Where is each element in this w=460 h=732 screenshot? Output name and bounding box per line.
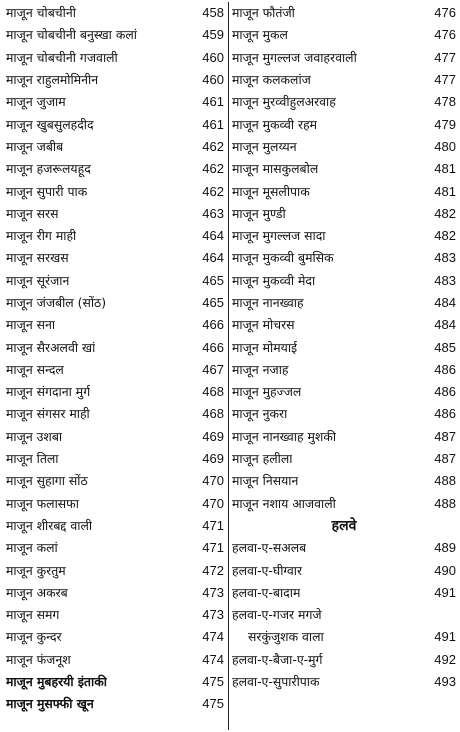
entry-name: माजून निसयान	[232, 473, 299, 489]
entry-name: माजून चोबचीनी बनुस्खा कलां	[6, 27, 137, 43]
entry-name: हलवा-ए-बादाम	[232, 584, 301, 600]
index-entry	[232, 113, 456, 135]
index-entry	[6, 314, 224, 336]
entry-page-number: 462	[202, 138, 224, 154]
entry-name: माजून खुबसुलहदीद	[6, 116, 94, 132]
entry-name: माजून नानख्वाह मुशकी	[232, 428, 337, 444]
index-entry	[232, 559, 456, 581]
index-entry	[6, 336, 224, 358]
entry-name: माजून जंजबील (सोंठ)	[6, 295, 107, 310]
index-entry	[232, 537, 456, 559]
entry-page-number: 470	[202, 495, 224, 511]
entry-name: हलवा-ए-घीग्वार	[232, 562, 303, 578]
entry-name: माजून समग	[6, 607, 60, 623]
index-entry	[6, 203, 224, 225]
entry-name: माजून संगसर माही	[6, 406, 90, 422]
entry-name: माजून मुकव्वी बुमसिक	[232, 250, 334, 266]
index-entry	[6, 359, 224, 381]
entry-name: माजून सुहागा सोंठ	[6, 473, 88, 489]
entry-page-number: 471	[202, 517, 224, 533]
index-entry	[6, 470, 224, 492]
entry-page-number: 475	[202, 696, 224, 712]
index-entry	[232, 270, 456, 292]
index-entry	[232, 180, 456, 202]
entry-page-number: 461	[202, 116, 224, 132]
entry-name: माजून तिला	[6, 451, 59, 467]
entry-page-number: 477	[434, 49, 456, 65]
entry-page-number: 491	[434, 584, 456, 600]
index-entry	[6, 515, 224, 537]
entry-page-number: 467	[202, 361, 224, 377]
entry-page-number: 462	[202, 161, 224, 177]
entry-name: माजून मुगल्लज सादा	[232, 228, 326, 244]
entry-name: माजून रीग माही	[6, 228, 77, 244]
entry-name: माजून मासकुलबोल	[232, 161, 319, 177]
entry-page-number: 486	[434, 406, 456, 422]
index-entry	[232, 626, 456, 648]
entry-page-number: 483	[434, 272, 456, 288]
index-entry	[232, 314, 456, 336]
index-entry	[6, 693, 224, 715]
entry-page-number: 488	[434, 473, 456, 489]
entry-name: माजून मुसफ्फी खून	[6, 696, 94, 712]
entry-page-number: 473	[202, 607, 224, 623]
index-entry	[232, 359, 456, 381]
entry-name: माजून नशाय आजवाली	[232, 495, 336, 511]
entry-name: माजून मोचरस	[232, 317, 295, 333]
entry-name: माजून नजाह	[232, 361, 289, 377]
entry-page-number: 474	[202, 651, 224, 667]
entry-name: माजून शीरबद्द वाली	[6, 517, 93, 533]
entry-page-number: 491	[434, 629, 456, 645]
entry-page-number: 493	[434, 674, 456, 690]
entry-page-number: 466	[202, 339, 224, 355]
entry-name: माजून मुबहरयी इंताकी	[6, 674, 107, 690]
index-entry	[6, 247, 224, 269]
entry-page-number: 468	[202, 406, 224, 422]
entry-name: माजून हलीला	[232, 451, 293, 467]
entry-name: माजून कलकलांज	[232, 72, 311, 88]
index-entry	[6, 270, 224, 292]
entry-name: हलवा-ए-सअलब	[232, 540, 307, 556]
index-entry	[6, 69, 224, 91]
entry-page-number: 463	[202, 205, 224, 221]
entry-name: माजून सना	[6, 317, 56, 333]
index-entry	[232, 203, 456, 225]
entry-name: माजून मूसलीपाक	[232, 183, 310, 199]
entry-name: माजून फंजनूश	[6, 651, 71, 667]
index-entry	[6, 47, 224, 69]
entry-name: माजून कलां	[6, 540, 58, 556]
entry-page-number: 469	[202, 451, 224, 467]
entry-name: माजून चोबचीनी	[6, 5, 76, 21]
index-entry	[6, 448, 224, 470]
entry-name: माजून मुण्डी	[232, 205, 286, 221]
section-heading: हलवे	[331, 518, 357, 535]
entry-name: माजून मुकव्वी रहम	[232, 116, 318, 132]
index-entry	[232, 247, 456, 269]
index-entry	[6, 403, 224, 425]
entry-page-number: 482	[434, 205, 456, 221]
index-entry	[232, 336, 456, 358]
entry-name: माजून मुकल	[232, 27, 288, 43]
entry-name: माजून जुजाम	[6, 94, 66, 110]
entry-name: माजून नानख्वाह	[232, 295, 304, 310]
entry-page-number: 465	[202, 295, 224, 310]
index-entry	[232, 493, 456, 515]
index-entry	[6, 292, 224, 314]
entry-name: माजून सैरअलवी खां	[6, 339, 96, 355]
column-divider	[228, 2, 229, 730]
entry-page-number: 470	[202, 473, 224, 489]
index-entry	[6, 537, 224, 559]
index-entry	[6, 626, 224, 648]
index-entry	[6, 604, 224, 626]
entry-page-number: 489	[434, 540, 456, 556]
entry-page-number: 487	[434, 451, 456, 467]
entry-page-number: 484	[434, 317, 456, 333]
index-entry	[6, 381, 224, 403]
entry-name: माजून मोमयाई	[232, 339, 298, 355]
entry-page-number: 468	[202, 384, 224, 400]
entry-page-number: 482	[434, 228, 456, 244]
entry-page-number: 469	[202, 428, 224, 444]
index-entry	[232, 403, 456, 425]
entry-page-number: 472	[202, 562, 224, 578]
index-entry	[232, 448, 456, 470]
entry-name: माजून नुकरा	[232, 406, 288, 422]
index-entry	[232, 47, 456, 69]
entry-name: हलवा-ए-बैजा-ए-मुर्ग	[232, 651, 323, 667]
entry-name: माजून कुन्दर	[6, 629, 62, 645]
index-entry	[232, 470, 456, 492]
index-entry	[232, 136, 456, 158]
index-entry	[6, 180, 224, 202]
entry-page-number: 466	[202, 317, 224, 333]
entry-page-number: 462	[202, 183, 224, 199]
entry-page-number: 476	[434, 27, 456, 43]
entry-name: माजून अकरब	[6, 584, 68, 600]
left-column	[6, 2, 224, 716]
entry-page-number: 464	[202, 228, 224, 244]
entry-page-number: 484	[434, 295, 456, 310]
index-entry	[6, 671, 224, 693]
entry-page-number: 476	[434, 5, 456, 21]
index-entry	[232, 426, 456, 448]
index-entry	[232, 69, 456, 91]
entry-page-number: 490	[434, 562, 456, 578]
entry-page-number: 458	[202, 5, 224, 21]
right-column	[232, 2, 456, 693]
entry-page-number: 481	[434, 161, 456, 177]
index-entry	[6, 158, 224, 180]
index-entry	[232, 2, 456, 24]
entry-page-number: 492	[434, 651, 456, 667]
index-entry	[232, 582, 456, 604]
index-entry	[232, 671, 456, 693]
entry-page-number: 475	[202, 674, 224, 690]
entry-page-number: 477	[434, 72, 456, 88]
index-entry	[6, 582, 224, 604]
entry-page-number: 479	[434, 116, 456, 132]
entry-page-number: 478	[434, 94, 456, 110]
entry-name: माजून सरस	[6, 205, 59, 221]
entry-name: माजून सरखस	[6, 250, 69, 266]
entry-name: सरकुंजुशक वाला	[248, 629, 324, 645]
entry-name: माजून मुगल्लज जवाहरवाली	[232, 49, 357, 65]
entry-page-number: 474	[202, 629, 224, 645]
entry-page-number: 461	[202, 94, 224, 110]
index-entry	[6, 113, 224, 135]
entry-name: माजून फौतंजी	[232, 5, 295, 21]
entry-name: माजून संगदाना मुर्ग	[6, 384, 91, 400]
entry-name: हलवा-ए-गजर मगजे	[232, 607, 322, 623]
entry-page-number: 485	[434, 339, 456, 355]
index-entry	[6, 649, 224, 671]
index-entry	[232, 158, 456, 180]
index-entry	[232, 649, 456, 671]
index-entry	[232, 91, 456, 113]
entry-page-number: 460	[202, 72, 224, 88]
entry-name: माजून चोबचीनी गजवाली	[6, 49, 118, 65]
index-entry	[6, 559, 224, 581]
index-entry	[232, 604, 456, 626]
entry-name: माजून फलासफा	[6, 495, 79, 511]
entry-name: माजून कुरतुम	[6, 562, 66, 578]
index-entry	[6, 136, 224, 158]
entry-page-number: 459	[202, 27, 224, 43]
index-entry	[232, 225, 456, 247]
entry-page-number: 480	[434, 138, 456, 154]
entry-name: हलवा-ए-सुपारीपाक	[232, 674, 320, 690]
entry-page-number: 486	[434, 361, 456, 377]
entry-page-number: 481	[434, 183, 456, 199]
index-entry	[6, 2, 224, 24]
entry-name: माजून हजरूलयहूद	[6, 161, 91, 177]
index-entry	[232, 292, 456, 314]
entry-name: माजून मुलय्यन	[232, 138, 297, 154]
index-entry	[232, 24, 456, 46]
entry-page-number: 464	[202, 250, 224, 266]
entry-page-number: 487	[434, 428, 456, 444]
entry-name: माजून सूरंजान	[6, 272, 70, 288]
index-entry	[6, 91, 224, 113]
entry-page-number: 483	[434, 250, 456, 266]
index-entry	[232, 381, 456, 403]
entry-name: माजून मुरव्वीहुलअरवाह	[232, 94, 336, 110]
entry-page-number: 460	[202, 49, 224, 65]
entry-name: माजून मुहज्जल	[232, 384, 302, 400]
entry-page-number: 488	[434, 495, 456, 511]
index-entry	[6, 24, 224, 46]
entry-name: माजून सन्दल	[6, 361, 64, 377]
entry-name: माजून राहुलमोमिनीन	[6, 72, 99, 88]
entry-name: माजून सुपारी पाक	[6, 183, 88, 199]
entry-page-number: 471	[202, 540, 224, 556]
index-entry	[6, 493, 224, 515]
entry-name: माजून मुकव्वी मेदा	[232, 272, 316, 288]
entry-page-number: 465	[202, 272, 224, 288]
index-entry	[6, 426, 224, 448]
entry-page-number: 473	[202, 584, 224, 600]
index-entry	[6, 225, 224, 247]
entry-name: माजून उशबा	[6, 428, 63, 444]
entry-page-number: 486	[434, 384, 456, 400]
entry-name: माजून जबीब	[6, 138, 64, 154]
